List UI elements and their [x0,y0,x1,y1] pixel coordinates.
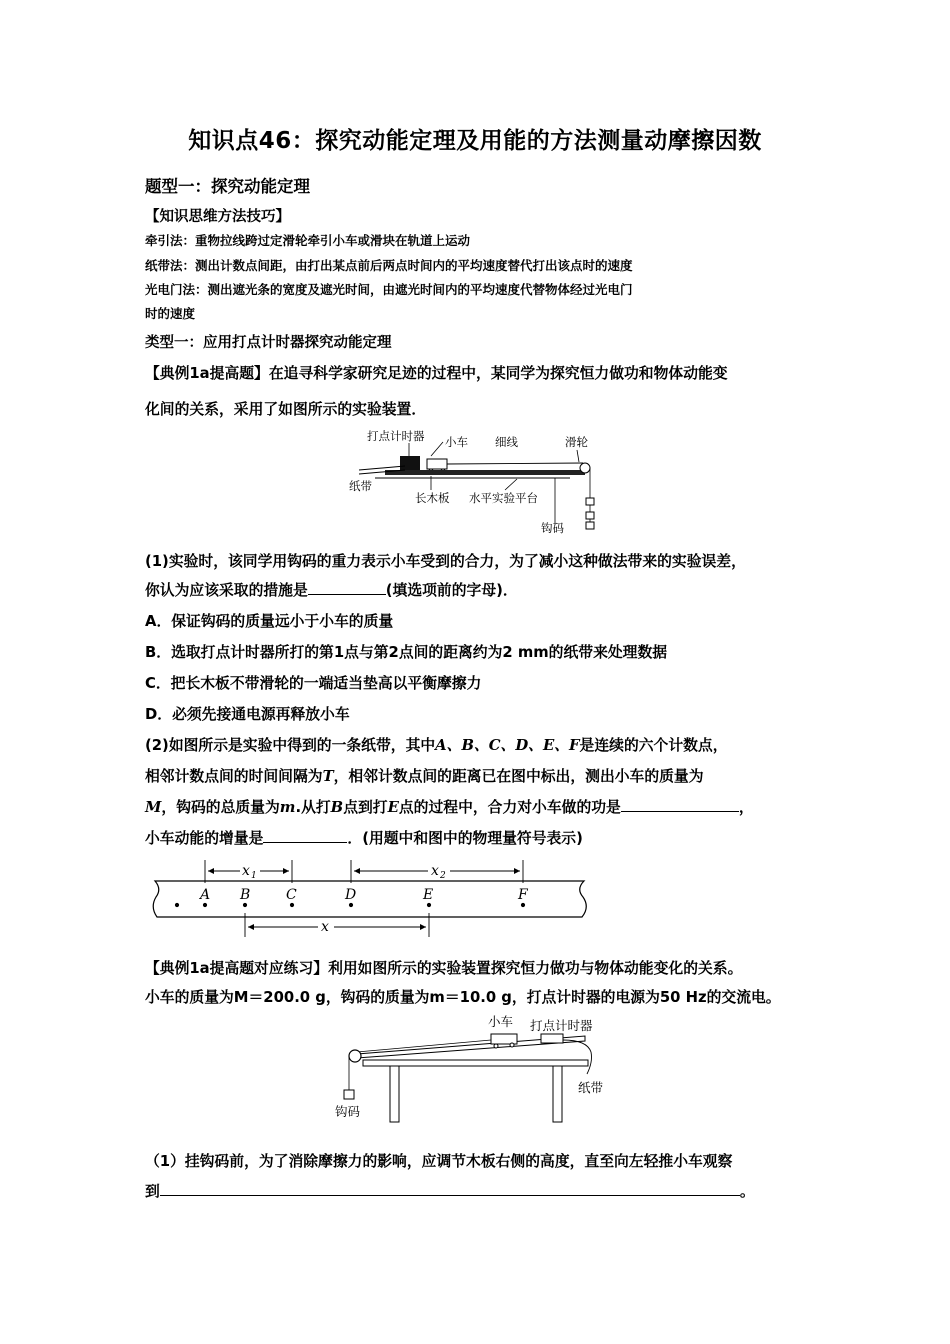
q2-line1 [145,734,825,755]
q1-text: 你认为应该采取的措施是 [145,582,308,599]
timer-label: 打点计时器 [367,429,425,443]
x1-subscript: 1 [251,871,257,881]
board-label: 长木板 [415,491,450,505]
pulley-label: 滑轮 [565,435,588,449]
q1-text-end: (填选项前的字母)． [385,582,518,599]
q2-text: 小车动能的增量是 [145,830,264,847]
ex2-tag: 【典例1a提高题对应练习】 [145,960,329,977]
ex2-q1-line2 [145,1180,825,1201]
string-label: 细线 [495,435,518,449]
q2-text: (2)如图所示是实验中得到的一条纸带，其中 [145,737,436,754]
ex2-q1-text-end: 。 [739,1183,755,1200]
car-body [427,459,447,469]
point-label: B [240,887,251,903]
weight-label: 钩码 [541,521,564,535]
q2-text: 相邻计数点间的时间间隔为 [145,768,323,785]
x2-subscript: 2 [440,871,446,881]
q2-text: 点的过程中，合力对小车做的功是 [398,799,621,816]
point-label: C [286,887,297,903]
ex1-intro-text: 在追寻科学家研究足迹的过程中，某同学为探究恒力做功和物体动能变 [268,365,728,382]
weight [586,498,594,505]
section-title: 题型一：探究动能定理 [145,177,310,196]
work-answer-blank[interactable] [621,797,739,812]
car-2 [491,1034,517,1044]
tip-line: 光电门法：测出遮光条的宽度及遮光时间，由遮光时间内的平均速度代替物体经过光电门 [145,282,633,297]
table-top [363,1060,588,1066]
page-title: 知识点46：探究动能定理及用能的方法测量动摩擦因数 [188,128,762,154]
type1-title: 类型一：应用打点计时器探究动能定理 [145,335,392,351]
symbol-B: B [330,799,344,816]
x1-label: x [242,863,250,879]
timer-2 [541,1034,563,1043]
ex1-intro-line1 [145,362,825,383]
symbol-T: T [322,768,334,785]
q2-line2 [145,765,825,786]
ex1-tag: 【典例1a提高题】 [145,365,269,382]
q2-text: 是连续的六个计数点， [579,737,728,754]
x-label: x [321,919,329,935]
tip-line: 时的速度 [145,306,196,321]
q1-line2 [145,579,825,600]
q2-letters: A、B、C、D、E、F [435,737,580,754]
point-label: A [200,887,211,903]
q2-line4 [145,827,825,848]
symbol-M: M [145,799,162,816]
apparatus-figure-1 [345,426,615,538]
point-label: E [423,887,434,903]
option-a: A．保证钩码的质量远小于小车的质量 [145,613,394,630]
x2-label: x [431,863,439,879]
ex2-line2: 小车的质量为M＝200.0 g，钩码的质量为m＝10.0 g，打点计时器的电源为50 Hz的交流电。 [145,989,781,1006]
option-c: C．把长木板不带滑轮的一端适当垫高以平衡摩擦力 [145,675,482,692]
q1-answer-blank[interactable] [308,580,386,595]
tape-label: 纸带 [349,479,372,493]
q2-text: ，相邻计数点间的距离已在图中标出，测出小车的质量为 [333,768,704,785]
ex2-q1-line1: （1）挂钩码前，为了消除摩擦力的影响，应调节木板右侧的高度，直至向左轻推小车观察 [145,1153,733,1170]
kinetic-energy-answer-blank[interactable] [263,828,347,843]
q1-line1: (1)实验时，该同学用钩码的重力表示小车受到的合力，为了减小这种做法带来的实验误差， [145,553,746,570]
q2-text: 点到打 [343,799,388,816]
weight-label-2: 钩码 [335,1104,361,1119]
pulley-2 [349,1050,361,1062]
platform-label: 水平实验平台 [469,491,538,505]
q2-text: .从打 [295,799,331,816]
point-label: F [518,887,528,903]
q2-text: ， [738,799,754,816]
tip-line: 牵引法：重物拉线跨过定滑轮牵引小车或滑块在轨道上运动 [145,233,471,248]
point-label: D [345,887,357,903]
option-d: D．必须先接通电源再释放小车 [145,706,350,723]
option-b: B．选取打点计时器所打的第1点与第2点间的距离约为2 mm的纸带来处理数据 [145,644,668,661]
tip-line: 纸带法：测出计数点间距，由打出某点前后两点时间内的平均速度替代打出该点时的速度 [145,258,633,273]
ex2-q1-answer-blank[interactable] [160,1181,740,1196]
weight-2 [344,1090,354,1099]
q2-text: ，钩码的总质量为 [161,799,280,816]
q2-line3 [145,796,825,817]
pulley [580,463,590,473]
paper-tape-figure [150,855,590,939]
ex2-q1-text: 到 [145,1183,160,1200]
ex2-text: 利用如图所示的实验装置探究恒力做功与物体动能变化的关系。 [328,960,743,977]
car-label-2: 小车 [488,1014,514,1029]
car-label: 小车 [445,435,468,449]
tape-label-2: 纸带 [578,1080,604,1095]
symbol-m: m [279,799,296,816]
timer-label-2: 打点计时器 [530,1018,593,1033]
tips-heading: 【知识思维方法技巧】 [145,209,290,225]
long-board [385,470,585,475]
apparatus-figure-2 [335,1012,620,1124]
q2-text: ．(用题中和图中的物理量符号表示) [347,830,583,847]
ex2-line1 [145,957,825,978]
symbol-E: E [387,799,399,816]
ex1-intro-line2: 化间的关系，采用了如图所示的实验装置． [145,401,427,418]
timer-block [400,456,420,470]
